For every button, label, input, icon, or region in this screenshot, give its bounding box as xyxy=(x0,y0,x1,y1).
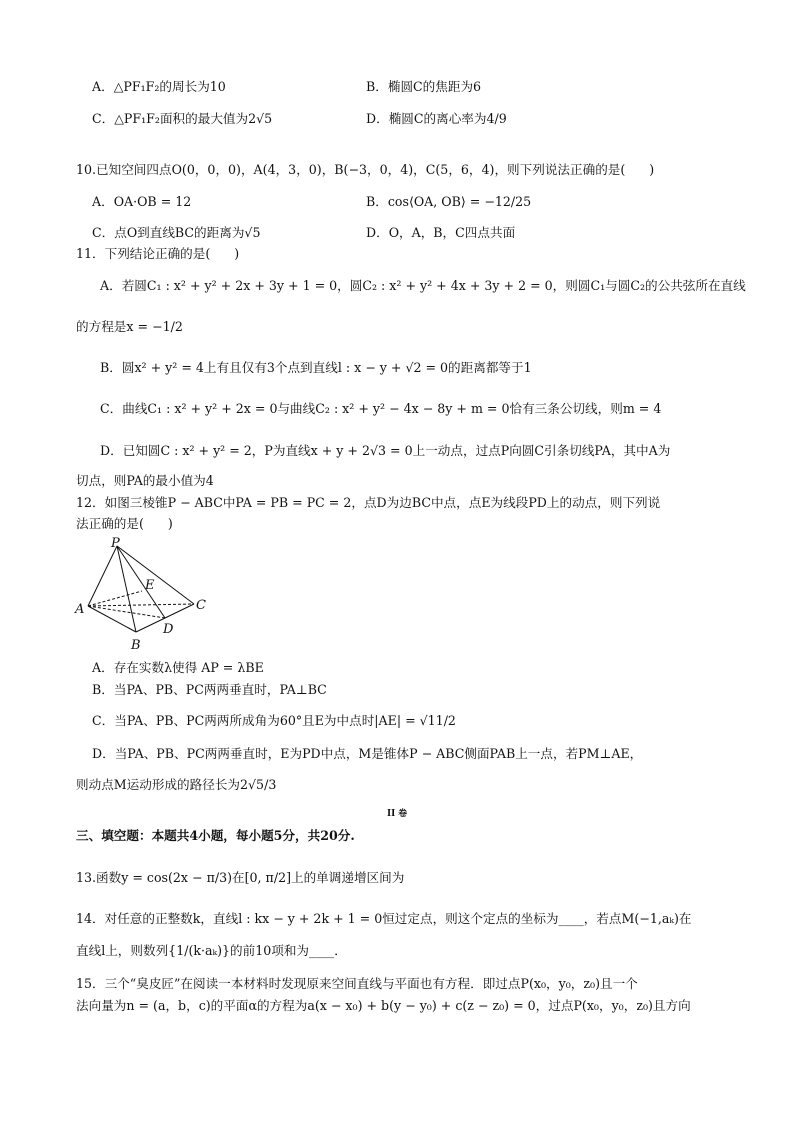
label-c: C xyxy=(196,598,206,613)
q12-option-b: B．当PA、PB、PC两两垂直时，PA⊥BC xyxy=(92,682,327,697)
section-fill-in-blank: 三、填空题：本题共4小题，每小题5分，共20分. xyxy=(76,828,355,843)
edge-pc xyxy=(117,546,194,604)
q11-option-d-line1: D．已知圆C : x² + y² = 2，P为直线x + y + 2√3 = 0上一动点，过点P向圆C引条切线PA，其中A为 xyxy=(100,443,671,458)
label-e: E xyxy=(145,578,155,593)
q14-line2: 直线l上，则数列{1/(k·aₖ)}的前10项和为____． xyxy=(76,943,347,958)
segment-pd xyxy=(117,546,165,618)
q12-option-c: C．当PA、PB、PC两两所成角为60°且E为中点时|AE| = √11/2 xyxy=(92,713,456,728)
q9-option-c: C．△PF₁F₂面积的最大值为2√5 xyxy=(92,111,273,126)
q12-stem-line1: 12．如图三棱锥P − ABC中PA = PB = PC = 2，点D为边BC中点，点E为线段PD上的动点，则下列说 xyxy=(76,495,661,510)
q15-line1: 15．三个“臭皮匠”在阅读一本材料时发现原来空间直线与平面也有方程．即过点P(x₀，y₀，z₀)且一个 xyxy=(76,976,638,991)
edge-pa xyxy=(88,546,117,606)
q11-stem: 11．下列结论正确的是( ) xyxy=(76,246,240,261)
label-b: B xyxy=(131,638,141,653)
q15-line2: 法向量为n = (a，b，c)的平面α的方程为a(x − x₀) + b(y − y₀) + c(z − z₀) = 0，过点P(x₀，y₀，z₀)且方向 xyxy=(76,998,691,1013)
q11-option-d-line2: 切点，则PA的最小值为4 xyxy=(76,473,214,488)
label-a: A xyxy=(75,602,85,617)
q12-option-d-line2: 则动点M运动形成的路径长为2√5/3 xyxy=(76,777,277,792)
q12-option-a: A．存在实数λ使得 AP = λBE xyxy=(92,660,264,675)
tetrahedron-figure xyxy=(70,534,220,658)
edge-pb xyxy=(117,546,136,632)
q11-option-c: C．曲线C₁ : x² + y² + 2x = 0与曲线C₂ : x² + y² − 4x − 8y + m = 0恰有三条公切线，则m = 4 xyxy=(100,401,662,416)
q11-option-a-line1: A．若圆C₁ : x² + y² + 2x + 3y + 1 = 0，圆C₂ : x² + y² + 4x + 3y + 2 = 0，则圆C₁与圆C₂的公共弦所在直线 xyxy=(100,278,746,293)
q10-option-d: D．O，A，B，C四点共面 xyxy=(366,225,516,240)
q10-option-b: B．cos⟨OA, OB⟩ = −12/25 xyxy=(366,194,532,209)
label-d: D xyxy=(163,622,174,637)
q12-option-d-line1: D．当PA、PB、PC两两垂直时，E为PD中点，M是锥体P − ABC侧面PAB上一点，若PM⊥AE， xyxy=(92,746,643,761)
q9-option-b: B．椭圆C的焦距为6 xyxy=(366,79,482,94)
q12-stem-line2: 法正确的是( ) xyxy=(76,516,173,531)
q10-option-c: C．点O到直线BC的距离为√5 xyxy=(92,225,261,240)
q11-option-a-line2: 的方程是x = −1/2 xyxy=(76,319,183,334)
q13: 13.函数y = cos(2x − π/3)在[0, π/2]上的单调递增区间为 xyxy=(76,870,405,885)
q9-option-d: D．椭圆C的离心率为4/9 xyxy=(366,111,507,126)
label-p: P xyxy=(111,536,120,551)
q9-option-a: A．△PF₁F₂的周长为10 xyxy=(92,79,226,94)
q10-stem: 10.已知空间四点O(0，0，0)，A(4，3，0)，B(−3，0，4)，C(5，6，4)，则下列说法正确的是( ) xyxy=(76,162,655,177)
edge-ab xyxy=(88,606,136,632)
edge-ac-hidden xyxy=(88,604,194,606)
q14-line1: 14．对任意的正整数k，直线l : kx − y + 2k + 1 = 0恒过定点，则这个定点的坐标为____，若点M(−1,aₖ)在 xyxy=(76,911,692,926)
part-two-title: II 卷 xyxy=(386,809,408,819)
q11-option-b: B．圆x² + y² = 4上有且仅有3个点到直线l : x − y + √2 = 0的距离都等于1 xyxy=(100,360,532,375)
segment-ae-hidden xyxy=(88,591,142,606)
q10-option-a: A．OA·OB = 12 xyxy=(92,194,192,209)
